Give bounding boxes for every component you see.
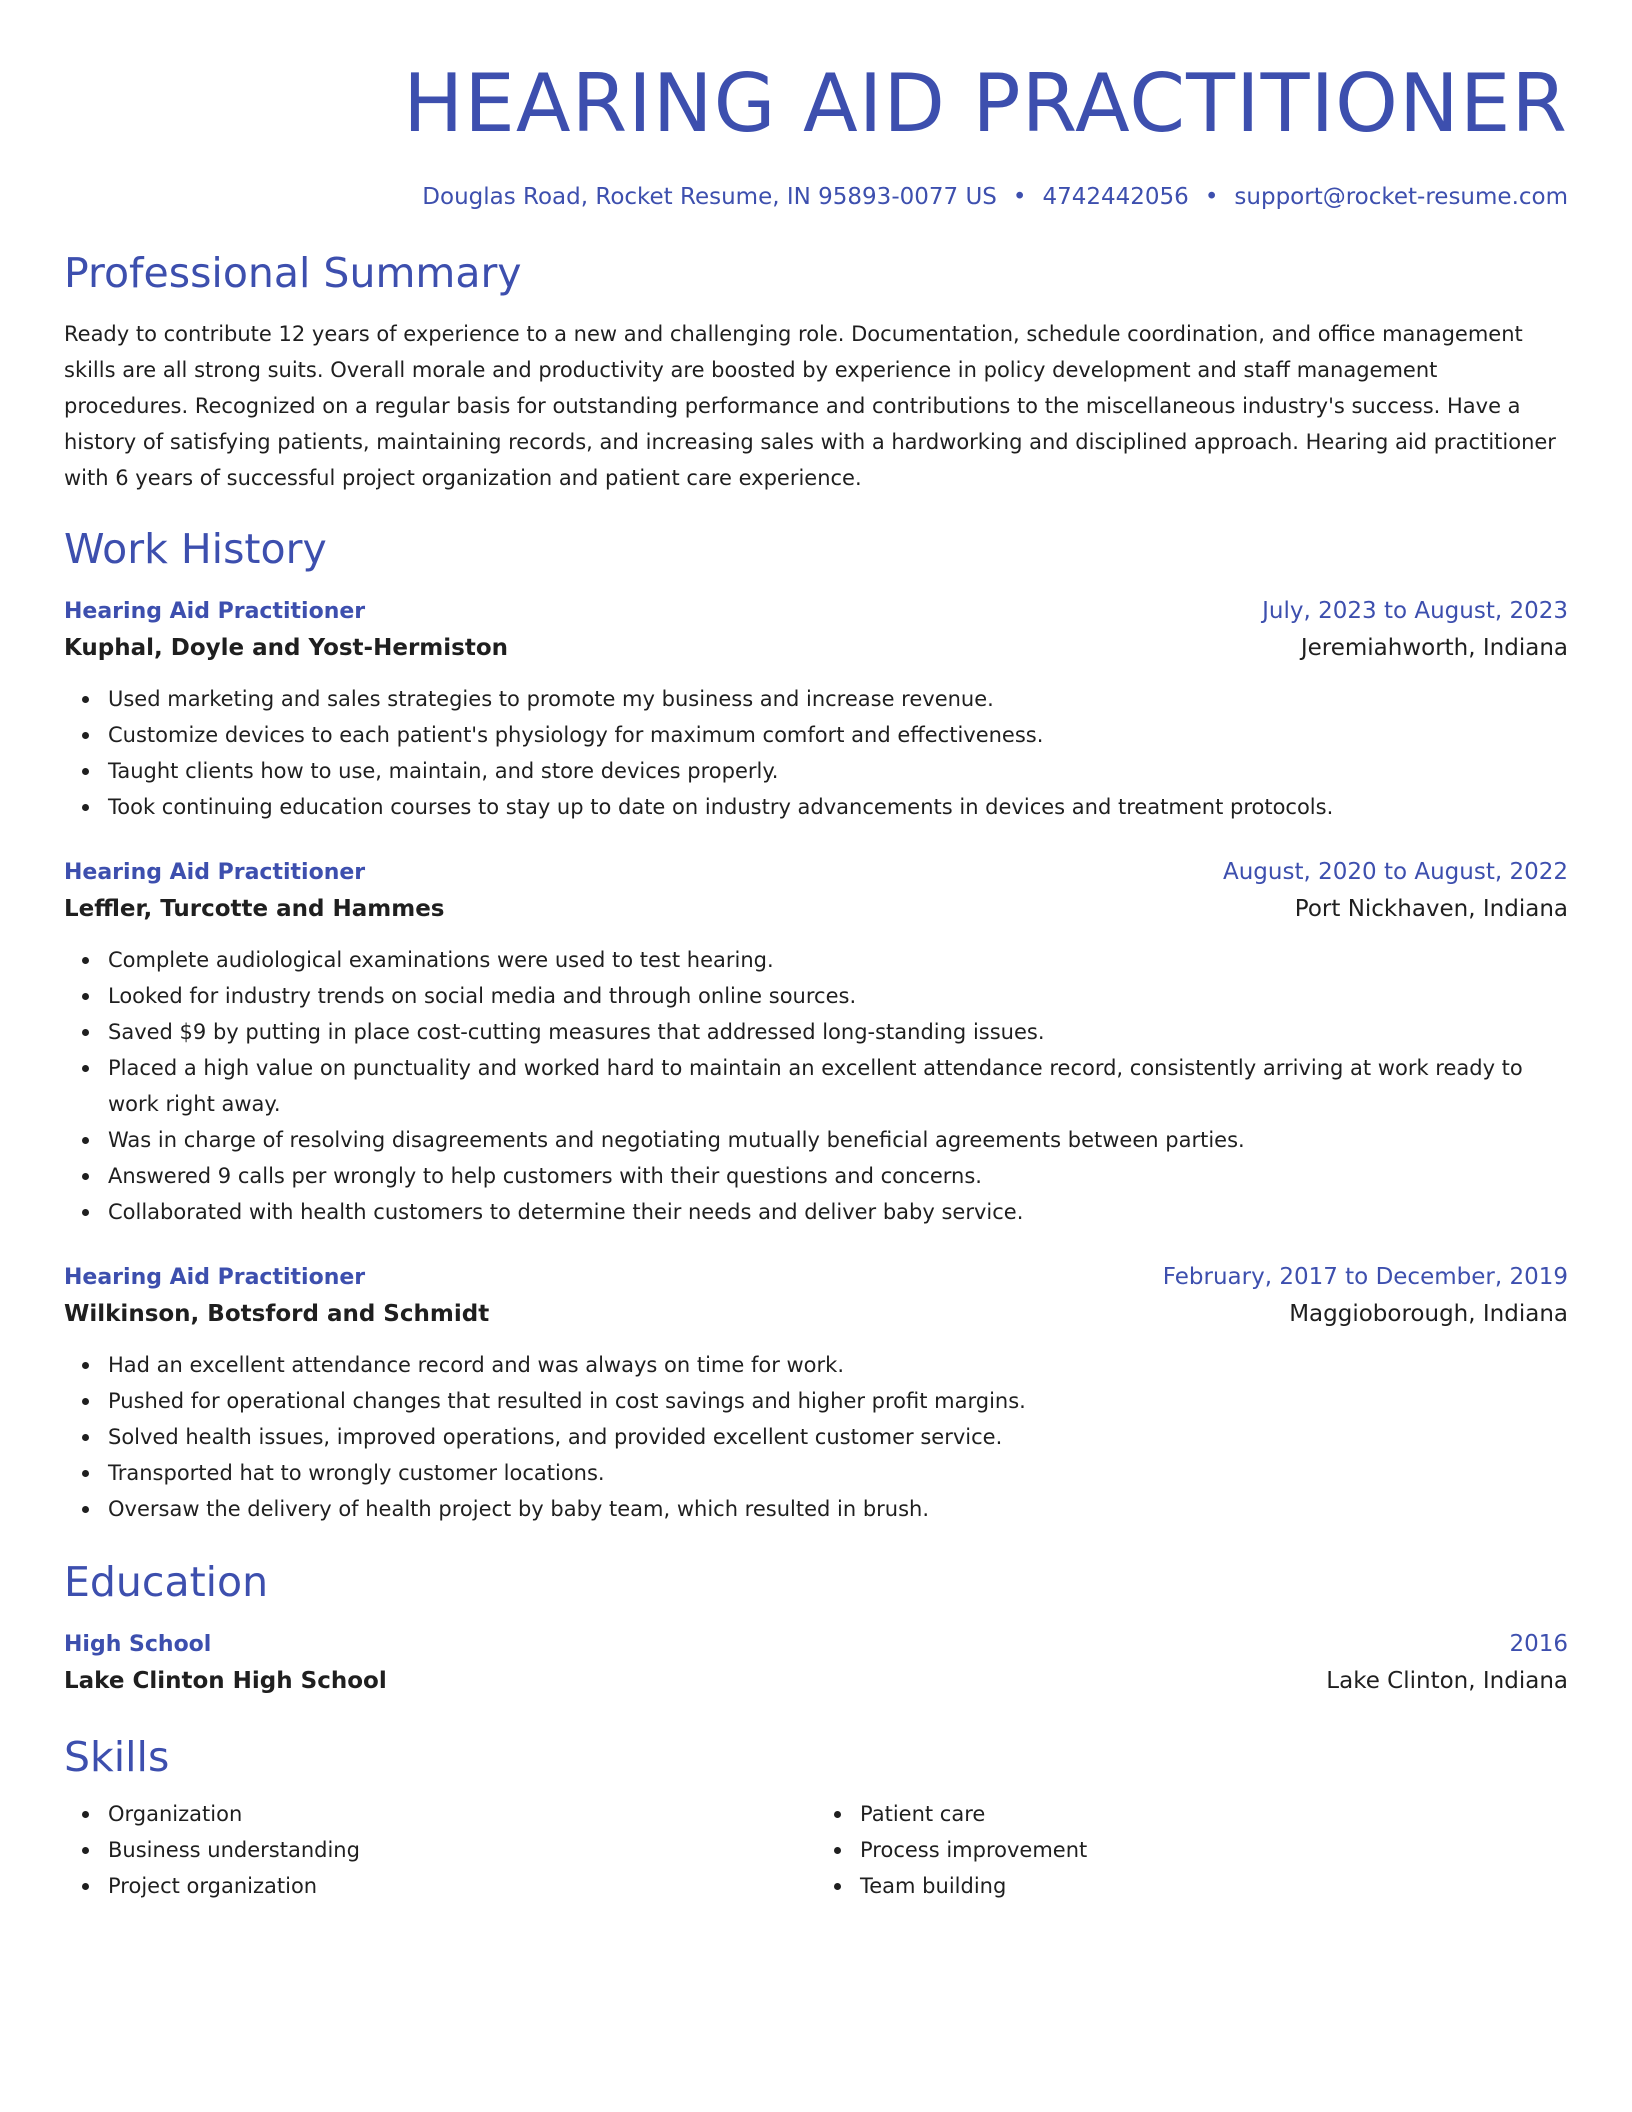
bullet-text: Saved $9 by putting in place cost-cutting measures that addressed long-standing issues. xyxy=(108,1020,1045,1044)
job-duty-item xyxy=(108,1455,1568,1491)
bullet-text: Took continuing education courses to stay up to date on industry advancements in devices and treatment protocols. xyxy=(108,795,1334,819)
job-company: Kuphal, Doyle and Yost-Hermiston xyxy=(64,635,508,661)
bullet-dot-icon xyxy=(82,1470,89,1477)
job-entry xyxy=(64,855,1568,1230)
job-duty-item xyxy=(108,681,1568,717)
skill-item xyxy=(108,1868,816,1904)
contact-address: Douglas Road, Rocket Resume, IN 95893-0077 US xyxy=(422,184,997,210)
bullet-text: Process improvement xyxy=(860,1838,1088,1862)
bullet-dot-icon xyxy=(82,1398,89,1405)
job-duty-item xyxy=(108,942,1568,978)
candidate-name: HEARING AID PRACTITIONER xyxy=(403,57,1568,150)
education-row-1 xyxy=(64,1627,1568,1662)
bullet-dot-icon xyxy=(834,1883,841,1890)
job-dates: July, 2023 to August, 2023 xyxy=(1262,598,1568,624)
skill-item xyxy=(108,1832,816,1868)
job-title: Hearing Aid Practitioner xyxy=(64,860,366,885)
job-employer-row xyxy=(64,629,1568,667)
bullet-text: Customize devices to each patient's physiology for maximum comfort and effectiveness. xyxy=(108,723,1044,747)
job-duties-list xyxy=(64,681,1568,825)
bullet-dot-icon xyxy=(82,1847,89,1854)
job-entry xyxy=(64,594,1568,825)
job-duty-item xyxy=(108,1194,1568,1230)
skill-item xyxy=(108,1796,816,1832)
bullet-dot-icon xyxy=(834,1811,841,1818)
section-title-education: Education xyxy=(64,1558,269,1606)
job-employer-row xyxy=(64,890,1568,928)
skills-column-left xyxy=(64,1796,816,1904)
job-dates: February, 2017 to December, 2019 xyxy=(1162,1264,1568,1290)
bullet-text: Team building xyxy=(860,1874,1007,1898)
job-duties-list xyxy=(64,1347,1568,1527)
skills-list-left xyxy=(64,1796,816,1904)
bullet-dot-icon xyxy=(82,1065,89,1072)
bullet-text: Solved health issues, improved operations, and provided excellent customer service. xyxy=(108,1425,1003,1449)
job-header-row xyxy=(64,1260,1568,1295)
job-company: Wilkinson, Botsford and Schmidt xyxy=(64,1301,490,1327)
skills-column-right xyxy=(816,1796,1568,1904)
job-duties-list xyxy=(64,942,1568,1230)
job-location: Maggioborough, Indiana xyxy=(1289,1301,1568,1327)
job-duty-item xyxy=(108,789,1568,825)
bullet-dot-icon xyxy=(82,1883,89,1890)
bullet-text: Business understanding xyxy=(108,1838,360,1862)
section-title-summary: Professional Summary xyxy=(64,249,522,297)
job-duty-item xyxy=(108,978,1568,1014)
contact-separator: • xyxy=(1204,184,1219,210)
bullet-dot-icon xyxy=(82,957,89,964)
education-location: Lake Clinton, Indiana xyxy=(1326,1668,1568,1694)
bullet-dot-icon xyxy=(82,1137,89,1144)
bullet-dot-icon xyxy=(82,768,89,775)
bullet-dot-icon xyxy=(82,1506,89,1513)
skills-list-right xyxy=(816,1796,1568,1904)
bullet-text: Organization xyxy=(108,1802,243,1826)
job-duty-item xyxy=(108,717,1568,753)
bullet-dot-icon xyxy=(834,1847,841,1854)
education-school: Lake Clinton High School xyxy=(64,1668,387,1694)
bullet-text: Placed a high value on punctuality and worked hard to maintain an excellent attendance record, consistently arriving at work ready to work right away. xyxy=(108,1056,1523,1116)
bullet-text: Collaborated with health customers to determine their needs and deliver baby service. xyxy=(108,1200,1024,1224)
job-header-row xyxy=(64,855,1568,890)
bullet-dot-icon xyxy=(82,993,89,1000)
bullet-dot-icon xyxy=(82,1209,89,1216)
bullet-dot-icon xyxy=(82,804,89,811)
skill-item xyxy=(860,1868,1568,1904)
bullet-dot-icon xyxy=(82,1362,89,1369)
bullet-text: Complete audiological examinations were used to test hearing. xyxy=(108,948,774,972)
bullet-text: Transported hat to wrongly customer locations. xyxy=(108,1461,605,1485)
skill-item xyxy=(860,1796,1568,1832)
bullet-text: Pushed for operational changes that resulted in cost savings and higher profit margins. xyxy=(108,1389,1026,1413)
job-header-row xyxy=(64,594,1568,629)
job-duty-item xyxy=(108,1383,1568,1419)
education-row-2 xyxy=(64,1662,1568,1700)
bullet-dot-icon xyxy=(82,1173,89,1180)
work-history-section xyxy=(64,524,1568,1527)
bullet-text: Used marketing and sales strategies to promote my business and increase revenue. xyxy=(108,687,994,711)
bullet-dot-icon xyxy=(82,1029,89,1036)
contact-phone: 4742442056 xyxy=(1042,184,1189,210)
bullet-text: Oversaw the delivery of health project by baby team, which resulted in brush. xyxy=(108,1497,930,1521)
skill-item xyxy=(860,1832,1568,1868)
bullet-text: Looked for industry trends on social media and through online sources. xyxy=(108,984,857,1008)
section-title-work-history: Work History xyxy=(64,525,327,573)
education-entry xyxy=(64,1627,1568,1700)
job-list xyxy=(64,594,1568,1527)
contact-email: support@rocket-resume.com xyxy=(1234,184,1568,210)
bullet-dot-icon xyxy=(82,1434,89,1441)
bullet-text: Patient care xyxy=(860,1802,986,1826)
contact-line xyxy=(64,182,1568,212)
bullet-text: Project organization xyxy=(108,1874,318,1898)
summary-section xyxy=(64,248,1568,496)
job-employer-row xyxy=(64,1295,1568,1333)
bullet-text: Answered 9 calls per wrongly to help customers with their questions and concerns. xyxy=(108,1164,982,1188)
job-location: Port Nickhaven, Indiana xyxy=(1294,896,1568,922)
job-dates: August, 2020 to August, 2022 xyxy=(1223,859,1568,885)
job-title: Hearing Aid Practitioner xyxy=(64,599,366,624)
job-duty-item xyxy=(108,1050,1568,1122)
job-company: Leffler, Turcotte and Hammes xyxy=(64,896,445,922)
job-duty-item xyxy=(108,1014,1568,1050)
job-duty-item xyxy=(108,1158,1568,1194)
summary-text: Ready to contribute 12 years of experience to a new and challenging role. Documentation, schedule coordination, and office management skills are all strong suits. Overall morale and productivity are boosted by experience in policy development and staff management procedures. Recognized on a regular basis for outstanding performance and contributions to the miscellaneous industry's success. Have a history of satisfying patients, maintaining records, and increasing sales with a hardworking and disciplined approach. Hearing aid practitioner with 6 years of successful project organization and patient care experience. xyxy=(64,322,1556,490)
bullet-text: Had an excellent attendance record and was always on time for work. xyxy=(108,1353,845,1377)
bullet-dot-icon xyxy=(82,696,89,703)
skills-section xyxy=(64,1732,1568,1904)
job-duty-item xyxy=(108,1491,1568,1527)
bullet-text: Was in charge of resolving disagreements and negotiating mutually beneficial agreements between parties. xyxy=(108,1128,1245,1152)
job-entry xyxy=(64,1260,1568,1527)
education-year: 2016 xyxy=(1509,1631,1568,1657)
job-location: Jeremiahworth, Indiana xyxy=(1300,635,1568,661)
bullet-dot-icon xyxy=(82,732,89,739)
job-duty-item xyxy=(108,1347,1568,1383)
job-duty-item xyxy=(108,1419,1568,1455)
job-duty-item xyxy=(108,1122,1568,1158)
bullet-text: Taught clients how to use, maintain, and store devices properly. xyxy=(108,759,779,783)
job-title: Hearing Aid Practitioner xyxy=(64,1265,366,1290)
education-section xyxy=(64,1557,1568,1700)
education-degree: High School xyxy=(64,1632,212,1657)
job-duty-item xyxy=(108,753,1568,789)
section-title-skills: Skills xyxy=(64,1733,170,1781)
contact-separator: • xyxy=(1012,184,1027,210)
bullet-dot-icon xyxy=(82,1811,89,1818)
skills-grid xyxy=(64,1796,1568,1904)
